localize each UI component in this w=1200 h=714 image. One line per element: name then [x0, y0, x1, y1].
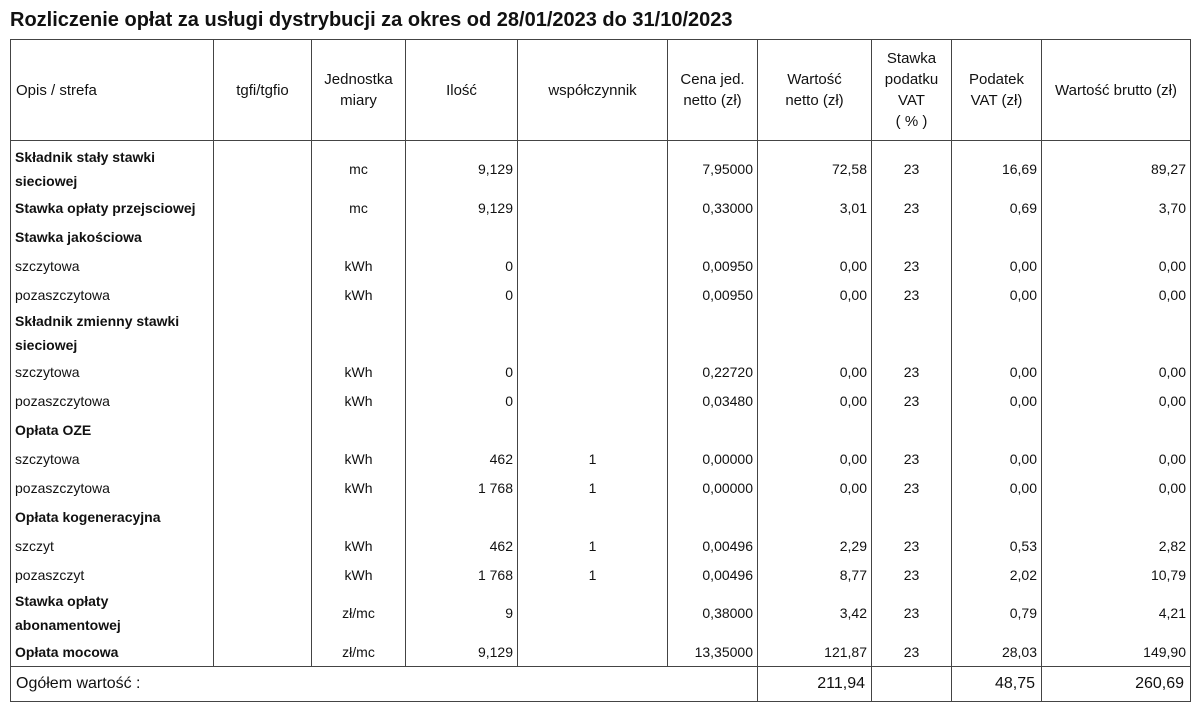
cell-gross-value: 149,90 [1042, 637, 1191, 667]
cell-description: Składnik stały stawki sieciowej [11, 141, 214, 194]
col-header-quantity: Ilość [406, 40, 518, 141]
cell-coefficient [518, 222, 668, 251]
cell-unit-price: 0,00000 [668, 444, 758, 473]
cell-net-value: 0,00 [758, 357, 872, 386]
cell-quantity: 0 [406, 251, 518, 280]
cell-tgfi [214, 415, 312, 444]
cell-vat-rate: 23 [872, 386, 952, 415]
cell-quantity: 462 [406, 444, 518, 473]
cell-vat-amount [952, 309, 1042, 357]
cell-gross-value: 10,79 [1042, 560, 1191, 589]
cell-net-value: 0,00 [758, 251, 872, 280]
cell-net-value: 0,00 [758, 473, 872, 502]
cell-gross-value [1042, 309, 1191, 357]
table-body [11, 141, 1191, 667]
cell-tgfi [214, 560, 312, 589]
cell-unit-price: 0,00950 [668, 251, 758, 280]
cell-vat-rate: 23 [872, 193, 952, 222]
cell-unit-price: 0,03480 [668, 386, 758, 415]
cell-net-value: 72,58 [758, 141, 872, 194]
page-title: Rozliczenie opłat za usługi dystrybucji za okres od 28/01/2023 do 31/10/2023 [10, 9, 733, 31]
cell-description: Stawka jakościowa [11, 222, 214, 251]
cell-gross-value [1042, 222, 1191, 251]
cell-unit: kWh [312, 531, 406, 560]
col-header-tgfi: tgfi/tgfio [214, 40, 312, 141]
cell-vat-amount: 0,00 [952, 280, 1042, 309]
billing-table [10, 39, 1191, 702]
cell-gross-value: 4,21 [1042, 589, 1191, 637]
cell-net-value: 3,42 [758, 589, 872, 637]
cell-vat-rate: 23 [872, 560, 952, 589]
cell-tgfi [214, 637, 312, 667]
cell-tgfi [214, 473, 312, 502]
totals-net: 211,94 [758, 667, 872, 702]
cell-vat-amount: 0,00 [952, 473, 1042, 502]
table-row [11, 386, 1191, 415]
cell-net-value: 2,29 [758, 531, 872, 560]
cell-unit-price: 0,00000 [668, 473, 758, 502]
col-header-vat-rate: Stawka podatku VAT ( % ) [872, 40, 952, 141]
cell-gross-value: 0,00 [1042, 444, 1191, 473]
table-row [11, 637, 1191, 667]
cell-unit-price: 0,00496 [668, 560, 758, 589]
table-row [11, 560, 1191, 589]
cell-unit-price: 0,22720 [668, 357, 758, 386]
cell-unit [312, 309, 406, 357]
cell-coefficient [518, 637, 668, 667]
cell-tgfi [214, 193, 312, 222]
cell-tgfi [214, 589, 312, 637]
cell-unit-price [668, 309, 758, 357]
cell-unit: kWh [312, 560, 406, 589]
cell-description: pozaszczytowa [11, 386, 214, 415]
cell-unit [312, 502, 406, 531]
cell-gross-value: 0,00 [1042, 280, 1191, 309]
cell-quantity: 0 [406, 357, 518, 386]
cell-vat-amount: 16,69 [952, 141, 1042, 194]
cell-quantity: 9,129 [406, 193, 518, 222]
cell-coefficient [518, 309, 668, 357]
cell-tgfi [214, 386, 312, 415]
cell-gross-value: 89,27 [1042, 141, 1191, 194]
cell-vat-amount [952, 222, 1042, 251]
cell-description: szczytowa [11, 251, 214, 280]
cell-vat-amount [952, 502, 1042, 531]
cell-net-value: 0,00 [758, 280, 872, 309]
cell-vat-amount: 0,53 [952, 531, 1042, 560]
cell-coefficient: 1 [518, 444, 668, 473]
cell-tgfi [214, 280, 312, 309]
table-row [11, 502, 1191, 531]
cell-vat-rate: 23 [872, 444, 952, 473]
cell-unit: kWh [312, 357, 406, 386]
cell-vat-amount: 0,00 [952, 444, 1042, 473]
cell-vat-rate: 23 [872, 531, 952, 560]
cell-vat-rate: 23 [872, 357, 952, 386]
table-row [11, 444, 1191, 473]
cell-vat-rate [872, 502, 952, 531]
cell-unit: kWh [312, 386, 406, 415]
col-header-net-value: Wartość netto (zł) [758, 40, 872, 141]
cell-quantity: 9,129 [406, 141, 518, 194]
cell-unit: mc [312, 141, 406, 194]
cell-unit-price: 0,00950 [668, 280, 758, 309]
cell-net-value: 8,77 [758, 560, 872, 589]
cell-description: pozaszczyt [11, 560, 214, 589]
cell-net-value: 0,00 [758, 386, 872, 415]
cell-coefficient [518, 386, 668, 415]
table-row [11, 141, 1191, 194]
totals-gross: 260,69 [1042, 667, 1191, 702]
cell-quantity: 9 [406, 589, 518, 637]
cell-vat-amount [952, 415, 1042, 444]
cell-quantity: 1 768 [406, 473, 518, 502]
cell-vat-amount: 0,69 [952, 193, 1042, 222]
col-header-description: Opis / strefa [11, 40, 214, 141]
cell-unit-price: 0,38000 [668, 589, 758, 637]
cell-gross-value: 2,82 [1042, 531, 1191, 560]
cell-description: Opłata OZE [11, 415, 214, 444]
cell-vat-amount: 2,02 [952, 560, 1042, 589]
cell-net-value [758, 222, 872, 251]
cell-coefficient [518, 280, 668, 309]
totals-label: Ogółem wartość : [11, 667, 758, 702]
cell-vat-amount: 0,00 [952, 357, 1042, 386]
cell-description: szczytowa [11, 444, 214, 473]
cell-unit-price: 13,35000 [668, 637, 758, 667]
cell-unit: kWh [312, 251, 406, 280]
cell-quantity: 1 768 [406, 560, 518, 589]
cell-quantity: 462 [406, 531, 518, 560]
cell-unit: kWh [312, 473, 406, 502]
cell-vat-rate: 23 [872, 141, 952, 194]
cell-vat-rate: 23 [872, 637, 952, 667]
cell-vat-rate: 23 [872, 251, 952, 280]
cell-description: szczytowa [11, 357, 214, 386]
cell-description: szczyt [11, 531, 214, 560]
cell-unit: zł/mc [312, 589, 406, 637]
cell-tgfi [214, 222, 312, 251]
cell-vat-amount: 28,03 [952, 637, 1042, 667]
cell-unit-price: 0,00496 [668, 531, 758, 560]
col-header-coefficient: współczynnik [518, 40, 668, 141]
cell-vat-amount: 0,00 [952, 386, 1042, 415]
table-row [11, 473, 1191, 502]
cell-coefficient: 1 [518, 531, 668, 560]
cell-net-value [758, 415, 872, 444]
table-row [11, 251, 1191, 280]
cell-gross-value: 0,00 [1042, 473, 1191, 502]
cell-unit: kWh [312, 444, 406, 473]
cell-quantity [406, 415, 518, 444]
cell-vat-rate: 23 [872, 473, 952, 502]
cell-net-value: 121,87 [758, 637, 872, 667]
cell-net-value [758, 502, 872, 531]
cell-net-value: 0,00 [758, 444, 872, 473]
cell-vat-rate: 23 [872, 280, 952, 309]
cell-gross-value [1042, 415, 1191, 444]
cell-vat-rate [872, 309, 952, 357]
table-row [11, 357, 1191, 386]
cell-description: pozaszczytowa [11, 280, 214, 309]
cell-tgfi [214, 531, 312, 560]
cell-quantity: 0 [406, 386, 518, 415]
cell-gross-value: 0,00 [1042, 251, 1191, 280]
totals-vat: 48,75 [952, 667, 1042, 702]
cell-unit-price: 7,95000 [668, 141, 758, 194]
col-header-vat-amount: Podatek VAT (zł) [952, 40, 1042, 141]
table-row [11, 589, 1191, 637]
cell-coefficient [518, 193, 668, 222]
cell-unit: zł/mc [312, 637, 406, 667]
cell-tgfi [214, 502, 312, 531]
cell-quantity: 0 [406, 280, 518, 309]
cell-description: Stawka opłaty abonamentowej [11, 589, 214, 637]
cell-coefficient [518, 357, 668, 386]
cell-gross-value: 0,00 [1042, 386, 1191, 415]
cell-unit-price: 0,33000 [668, 193, 758, 222]
cell-net-value [758, 309, 872, 357]
cell-tgfi [214, 444, 312, 473]
cell-coefficient: 1 [518, 473, 668, 502]
cell-description: Opłata mocowa [11, 637, 214, 667]
table-row [11, 222, 1191, 251]
cell-description: pozaszczytowa [11, 473, 214, 502]
cell-gross-value [1042, 502, 1191, 531]
cell-coefficient: 1 [518, 560, 668, 589]
cell-description: Składnik zmienny stawki sieciowej [11, 309, 214, 357]
cell-gross-value: 0,00 [1042, 357, 1191, 386]
cell-coefficient [518, 251, 668, 280]
cell-quantity [406, 222, 518, 251]
cell-unit: mc [312, 193, 406, 222]
cell-quantity [406, 309, 518, 357]
cell-vat-amount: 0,79 [952, 589, 1042, 637]
cell-coefficient [518, 415, 668, 444]
cell-tgfi [214, 251, 312, 280]
cell-description: Stawka opłaty przejsciowej [11, 193, 214, 222]
table-row [11, 193, 1191, 222]
cell-vat-rate [872, 415, 952, 444]
cell-net-value: 3,01 [758, 193, 872, 222]
header-row [11, 40, 1191, 141]
cell-unit-price [668, 415, 758, 444]
cell-tgfi [214, 357, 312, 386]
cell-vat-rate [872, 222, 952, 251]
col-header-unit: Jednostka miary [312, 40, 406, 141]
cell-unit-price [668, 222, 758, 251]
cell-unit: kWh [312, 280, 406, 309]
col-header-unit-price: Cena jed. netto (zł) [668, 40, 758, 141]
cell-quantity [406, 502, 518, 531]
cell-vat-amount: 0,00 [952, 251, 1042, 280]
cell-coefficient [518, 141, 668, 194]
cell-description: Opłata kogeneracyjna [11, 502, 214, 531]
table-row [11, 415, 1191, 444]
table-row [11, 309, 1191, 357]
cell-unit-price [668, 502, 758, 531]
cell-vat-rate: 23 [872, 589, 952, 637]
cell-gross-value: 3,70 [1042, 193, 1191, 222]
totals-row [11, 667, 1191, 702]
cell-tgfi [214, 309, 312, 357]
table-row [11, 280, 1191, 309]
cell-quantity: 9,129 [406, 637, 518, 667]
totals-vat-rate [872, 667, 952, 702]
cell-unit [312, 415, 406, 444]
cell-coefficient [518, 589, 668, 637]
cell-coefficient [518, 502, 668, 531]
cell-unit [312, 222, 406, 251]
table-row [11, 531, 1191, 560]
col-header-gross-value: Wartość brutto (zł) [1042, 40, 1191, 141]
cell-tgfi [214, 141, 312, 194]
